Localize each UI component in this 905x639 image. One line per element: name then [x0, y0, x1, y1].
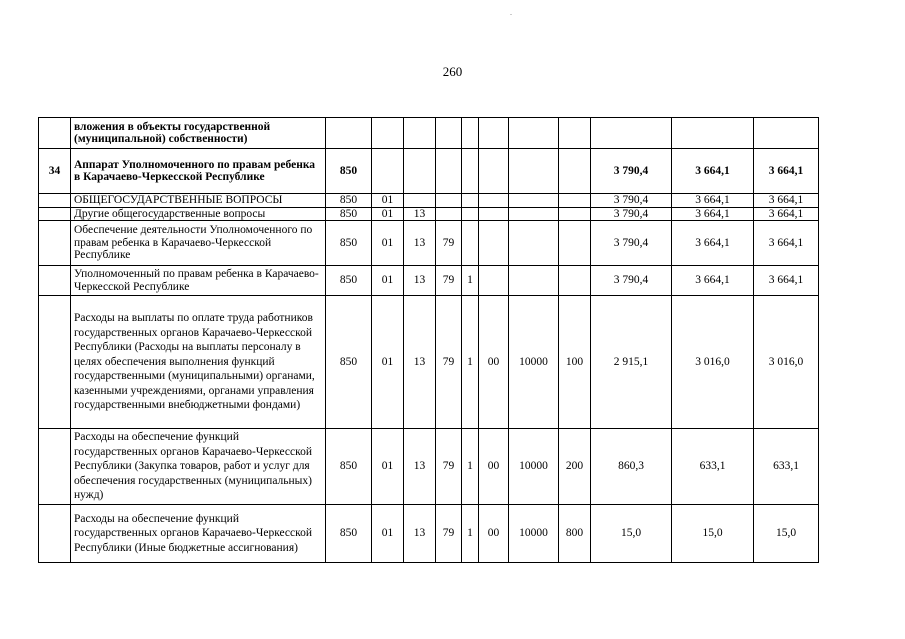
table-row — [39, 266, 819, 296]
code-cs-subprogram: 1 — [462, 266, 479, 296]
table-row — [39, 221, 819, 266]
code-cs-program: 79 — [436, 266, 462, 296]
code-cs-main — [479, 207, 509, 221]
code-ved: 850 — [326, 149, 372, 194]
amount-year1: 3 790,4 — [591, 221, 672, 266]
code-cs-direction: 10000 — [509, 505, 559, 563]
row-number — [39, 296, 71, 429]
code-cs-main — [479, 221, 509, 266]
row-name: Уполномоченный по правам ребенка в Карачаево-Черкесской Республике — [71, 266, 326, 296]
table-row — [39, 505, 819, 563]
code-cs-main — [479, 266, 509, 296]
amount-year2: 3 664,1 — [672, 149, 754, 194]
code-cs-program: 79 — [436, 429, 462, 505]
code-cs-subprogram: 1 — [462, 429, 479, 505]
amount-year1: 3 790,4 — [591, 149, 672, 194]
amount-year2: 3 664,1 — [672, 266, 754, 296]
code-cs-direction: 10000 — [509, 429, 559, 505]
code-pr: 13 — [404, 266, 436, 296]
row-number — [39, 221, 71, 266]
code-cs-subprogram: 1 — [462, 505, 479, 563]
code-rz: 01 — [372, 296, 404, 429]
code-cs-direction — [509, 194, 559, 208]
code-cs-subprogram: 1 — [462, 296, 479, 429]
amount-year1: 3 790,4 — [591, 194, 672, 208]
row-name: Обеспечение деятельности Уполномоченного по правам ребенка в Карачаево-Черкесской Республике — [71, 221, 326, 266]
amount-year2 — [672, 118, 754, 149]
table-row — [39, 194, 819, 208]
code-vr — [559, 194, 591, 208]
code-cs-main: 00 — [479, 429, 509, 505]
amount-year2: 3 664,1 — [672, 207, 754, 221]
code-cs-subprogram — [462, 149, 479, 194]
code-cs-program — [436, 118, 462, 149]
code-cs-direction — [509, 207, 559, 221]
code-vr — [559, 266, 591, 296]
code-ved — [326, 118, 372, 149]
amount-year2: 3 664,1 — [672, 194, 754, 208]
amount-year2: 15,0 — [672, 505, 754, 563]
code-ved: 850 — [326, 429, 372, 505]
code-ved: 850 — [326, 505, 372, 563]
code-cs-direction — [509, 266, 559, 296]
code-cs-program: 79 — [436, 296, 462, 429]
code-pr: 13 — [404, 505, 436, 563]
code-rz: 01 — [372, 194, 404, 208]
code-pr: 13 — [404, 296, 436, 429]
code-rz — [372, 149, 404, 194]
amount-year1: 860,3 — [591, 429, 672, 505]
amount-year2: 3 016,0 — [672, 296, 754, 429]
row-name: ОБЩЕГОСУДАРСТВЕННЫЕ ВОПРОСЫ — [71, 194, 326, 208]
code-rz: 01 — [372, 221, 404, 266]
code-vr: 200 — [559, 429, 591, 505]
amount-year2: 633,1 — [672, 429, 754, 505]
row-name: Аппарат Уполномоченного по правам ребенка в Карачаево-Черкесской Республике — [71, 149, 326, 194]
row-number — [39, 194, 71, 208]
code-cs-main — [479, 149, 509, 194]
amount-year3: 3 664,1 — [754, 194, 819, 208]
table-row — [39, 207, 819, 221]
code-pr — [404, 194, 436, 208]
amount-year3: 3 664,1 — [754, 221, 819, 266]
code-ved: 850 — [326, 207, 372, 221]
code-rz — [372, 118, 404, 149]
table-row — [39, 118, 819, 149]
amount-year1: 3 790,4 — [591, 207, 672, 221]
code-cs-subprogram — [462, 207, 479, 221]
amount-year3: 3 664,1 — [754, 207, 819, 221]
row-name: вложения в объекты государственной (муниципальной) собственности) — [71, 118, 326, 149]
table-row — [39, 296, 819, 429]
code-pr: 13 — [404, 221, 436, 266]
code-cs-main — [479, 118, 509, 149]
code-cs-subprogram — [462, 221, 479, 266]
row-number — [39, 505, 71, 563]
row-number: 34 — [39, 149, 71, 194]
code-cs-direction — [509, 221, 559, 266]
row-number — [39, 429, 71, 505]
code-vr: 100 — [559, 296, 591, 429]
amount-year3: 633,1 — [754, 429, 819, 505]
budget-table — [38, 117, 819, 563]
code-pr — [404, 149, 436, 194]
amount-year3: 15,0 — [754, 505, 819, 563]
code-rz: 01 — [372, 505, 404, 563]
code-pr: 13 — [404, 207, 436, 221]
code-cs-main: 00 — [479, 296, 509, 429]
code-vr: 800 — [559, 505, 591, 563]
page-number: 260 — [442, 64, 463, 79]
row-name: Расходы на выплаты по оплате труда работников государственных органов Карачаево-Черкесской Республики (Расходы на выплаты персоналу в целях обеспечения выполнения функций государственными (муниципальными) органами, казенными учреждениями, органами управления государственными внебюджетными фондами) — [71, 296, 326, 429]
code-cs-direction — [509, 149, 559, 194]
code-ved: 850 — [326, 296, 372, 429]
table-row — [39, 429, 819, 505]
row-name: Расходы на обеспечение функций государственных органов Карачаево-Черкесской Республики (Закупка товаров, работ и услуг для обеспечения государственных (муниципальных) нужд) — [71, 429, 326, 505]
amount-year2: 3 664,1 — [672, 221, 754, 266]
code-pr: 13 — [404, 429, 436, 505]
code-cs-main — [479, 194, 509, 208]
code-rz: 01 — [372, 429, 404, 505]
code-vr — [559, 118, 591, 149]
row-number — [39, 118, 71, 149]
code-vr — [559, 221, 591, 266]
code-cs-subprogram — [462, 194, 479, 208]
code-cs-program: 79 — [436, 505, 462, 563]
code-vr — [559, 207, 591, 221]
code-ved: 850 — [326, 266, 372, 296]
amount-year3: 3 664,1 — [754, 266, 819, 296]
row-number — [39, 207, 71, 221]
amount-year3: 3 664,1 — [754, 149, 819, 194]
amount-year1: 15,0 — [591, 505, 672, 563]
code-cs-direction: 10000 — [509, 296, 559, 429]
code-cs-main: 00 — [479, 505, 509, 563]
code-rz: 01 — [372, 207, 404, 221]
table-row — [39, 149, 819, 194]
code-ved: 850 — [326, 194, 372, 208]
code-vr — [559, 149, 591, 194]
amount-year1: 3 790,4 — [591, 266, 672, 296]
amount-year1 — [591, 118, 672, 149]
code-pr — [404, 118, 436, 149]
code-rz: 01 — [372, 266, 404, 296]
code-cs-program — [436, 207, 462, 221]
row-number — [39, 266, 71, 296]
code-ved: 850 — [326, 221, 372, 266]
row-name: Расходы на обеспечение функций государственных органов Карачаево-Черкесской Республики (Иные бюджетные ассигнования) — [71, 505, 326, 563]
code-cs-program: 79 — [436, 221, 462, 266]
scan-speck — [510, 14, 512, 15]
amount-year1: 2 915,1 — [591, 296, 672, 429]
amount-year3: 3 016,0 — [754, 296, 819, 429]
amount-year3 — [754, 118, 819, 149]
code-cs-subprogram — [462, 118, 479, 149]
row-name: Другие общегосударственные вопросы — [71, 207, 326, 221]
code-cs-program — [436, 194, 462, 208]
code-cs-direction — [509, 118, 559, 149]
code-cs-program — [436, 149, 462, 194]
